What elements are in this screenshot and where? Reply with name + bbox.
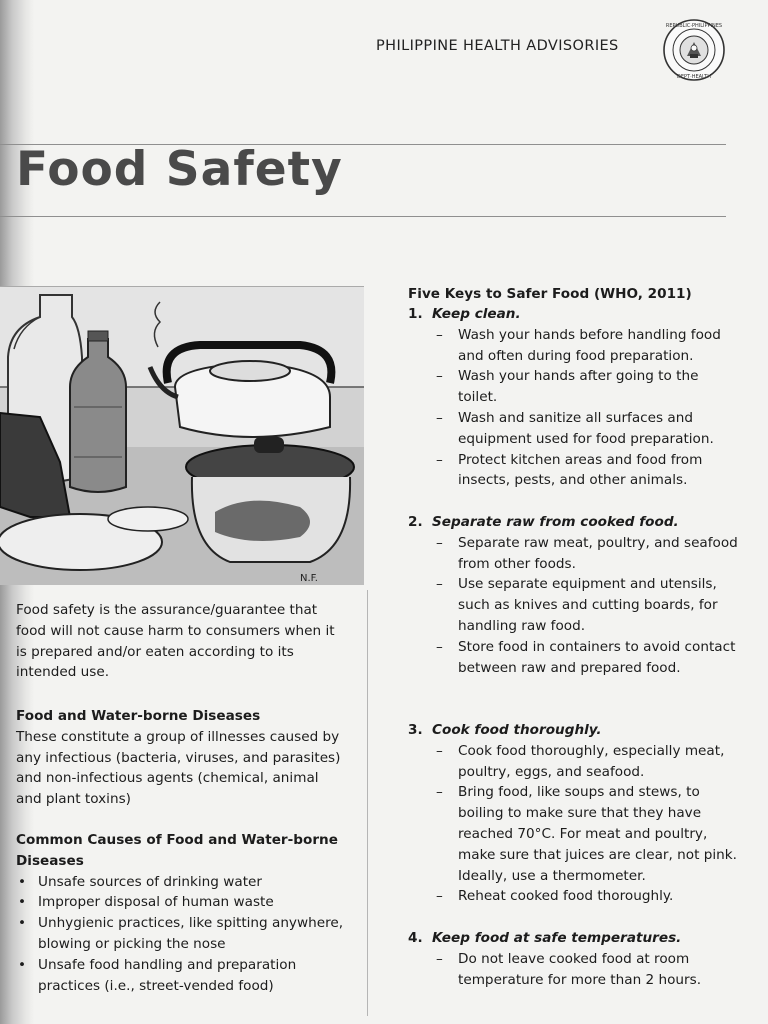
list-item: – Bring food, like soups and stews, to boiling to make sure that they have reached 70°C. For meat and poultry, make sure that juices are clear, not pink. Ideally, use a thermometer. bbox=[432, 782, 740, 886]
list-item: – Do not leave cooked food at room temperature for more than 2 hours. bbox=[432, 949, 740, 991]
key-title: Separate raw from cooked food. bbox=[432, 514, 679, 530]
key-title: Cook food thoroughly. bbox=[432, 722, 602, 738]
doh-seal-logo bbox=[662, 18, 726, 82]
waterborne-text: These constitute a group of illnesses caused by any infectious (bacteria, viruses, and parasites) and non-infectious agents (chemical, animal and plant toxins) bbox=[16, 728, 341, 808]
key-number: 2. bbox=[408, 514, 423, 530]
five-keys-heading-block bbox=[408, 284, 740, 305]
list-item: • Unsafe sources of drinking water bbox=[16, 872, 346, 893]
waterborne-section bbox=[16, 706, 346, 810]
list-item: • Improper disposal of human waste bbox=[16, 892, 346, 913]
key-section-1 bbox=[408, 304, 740, 491]
kitchen-illustration bbox=[0, 286, 364, 585]
list-item: • Unhygienic practices, like spitting anywhere, blowing or picking the nose bbox=[16, 913, 346, 955]
key-section-4 bbox=[408, 928, 740, 990]
key-number: 3. bbox=[408, 722, 423, 738]
list-item: – Use separate equipment and utensils, such as knives and cutting boards, for handling raw food. bbox=[432, 574, 740, 636]
illustration-signature: N.F. bbox=[300, 573, 318, 584]
key-title: Keep clean. bbox=[432, 306, 521, 322]
page-title: Food Safety bbox=[16, 142, 343, 197]
waterborne-heading: Food and Water-borne Diseases bbox=[16, 708, 261, 724]
key-list bbox=[408, 949, 740, 991]
key-number: 4. bbox=[408, 930, 423, 946]
svg-text:REPUBLIC·PHILIPPINES: REPUBLIC·PHILIPPINES bbox=[665, 23, 723, 29]
five-keys-heading: Five Keys to Safer Food (WHO, 2011) bbox=[408, 286, 692, 302]
key-section-2 bbox=[408, 512, 740, 678]
column-divider bbox=[367, 590, 368, 1016]
list-item: – Separate raw meat, poultry, and seafood from other foods. bbox=[432, 533, 740, 575]
key-list bbox=[408, 325, 740, 491]
key-number: 1. bbox=[408, 306, 423, 322]
key-title: Keep food at safe temperatures. bbox=[432, 930, 682, 946]
svg-text:DEPT·HEALTH: DEPT·HEALTH bbox=[677, 74, 711, 80]
list-item: – Wash and sanitize all surfaces and equipment used for food preparation. bbox=[432, 408, 740, 450]
list-item: – Reheat cooked food thoroughly. bbox=[432, 886, 740, 907]
list-item: – Store food in containers to avoid contact between raw and prepared food. bbox=[432, 637, 740, 679]
causes-list bbox=[16, 872, 346, 997]
list-item: – Cook food thoroughly, especially meat, poultry, eggs, and seafood. bbox=[432, 741, 740, 783]
causes-heading: Common Causes of Food and Water-borne Diseases bbox=[16, 832, 338, 869]
key-list bbox=[408, 741, 740, 907]
list-item: • Unsafe food handling and preparation practices (i.e., street-vended food) bbox=[16, 955, 346, 997]
list-item: – Wash your hands after going to the toilet. bbox=[432, 366, 740, 408]
key-section-3 bbox=[408, 720, 740, 907]
header-title: PHILIPPINE HEALTH ADVISORIES bbox=[376, 38, 619, 54]
header-rule-bottom bbox=[0, 216, 726, 217]
list-item: – Wash your hands before handling food and often during food preparation. bbox=[432, 325, 740, 367]
intro-paragraph: Food safety is the assurance/guarantee that food will not cause harm to consumers when it is prepared and/or eaten according to its intended use. bbox=[16, 602, 335, 681]
causes-section bbox=[16, 830, 346, 996]
key-list bbox=[408, 533, 740, 679]
list-item: – Protect kitchen areas and food from insects, pests, and other animals. bbox=[432, 450, 740, 492]
